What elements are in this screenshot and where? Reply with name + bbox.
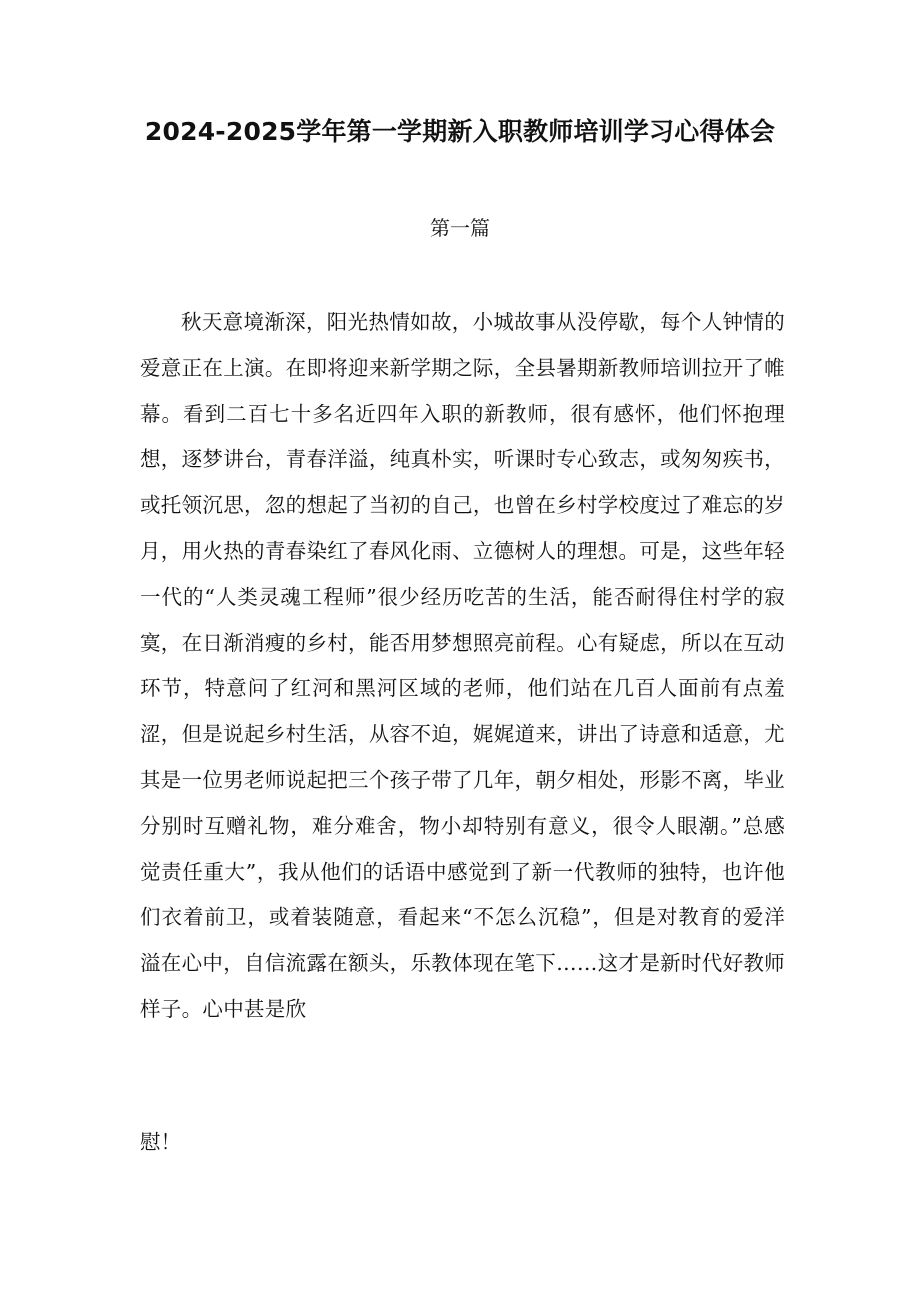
section-heading: 第一篇 [430, 216, 490, 240]
document-title: 2024-2025学年第一学期新入职教师培训学习心得体会 [144, 117, 776, 146]
body-paragraph: 秋天意境渐深，阳光热情如故，小城故事从没停歇，每个人钟情的爱意正在上演。在即将迎来新学期之际，全县暑期新教师培训拉开了帷幕。看到二百七十多名近四年入职的新教师，很有感怀，他们怀抱理想，逐梦讲台，青春洋溢，纯真朴实，听课时专心致志，或匆匆疾书，或托领沉思，忽的想起了当初的自己，也曾在乡村学校度过了难忘的岁月，用火热的青春染红了春风化雨、立德树人的理想。可是，这些年轻一代的“人类灵魂工程师”很少经历吃苦的生活，能否耐得住村学的寂寞，在日渐消瘦的乡村，能否用梦想照亮前程。心有疑虑，所以在互动环节，特意问了红河和黑河区域的老师，他们站在几百人面前有点羞涩，但是说起乡村生活，从容不迫，娓娓道来，讲出了诗意和适意，尤其是一位男老师说起把三个孩子带了几年，朝夕相处，形影不离，毕业分别时互赠礼物，难分难舍，物小却特别有意义，很令人眼潮。”总感觉责任重大”，我从他们的话语中感觉到了新一代教师的独特，也许他们衣着前卫，或着装随意，看起来“不怎么沉稳”，但是对教育的爱洋溢在心中，自信流露在额头，乐教体现在笔下……这才是新时代好教师样子。心中甚是欣 [140, 310, 785, 1021]
body-paragraph-end: 慰！ [140, 1130, 181, 1154]
